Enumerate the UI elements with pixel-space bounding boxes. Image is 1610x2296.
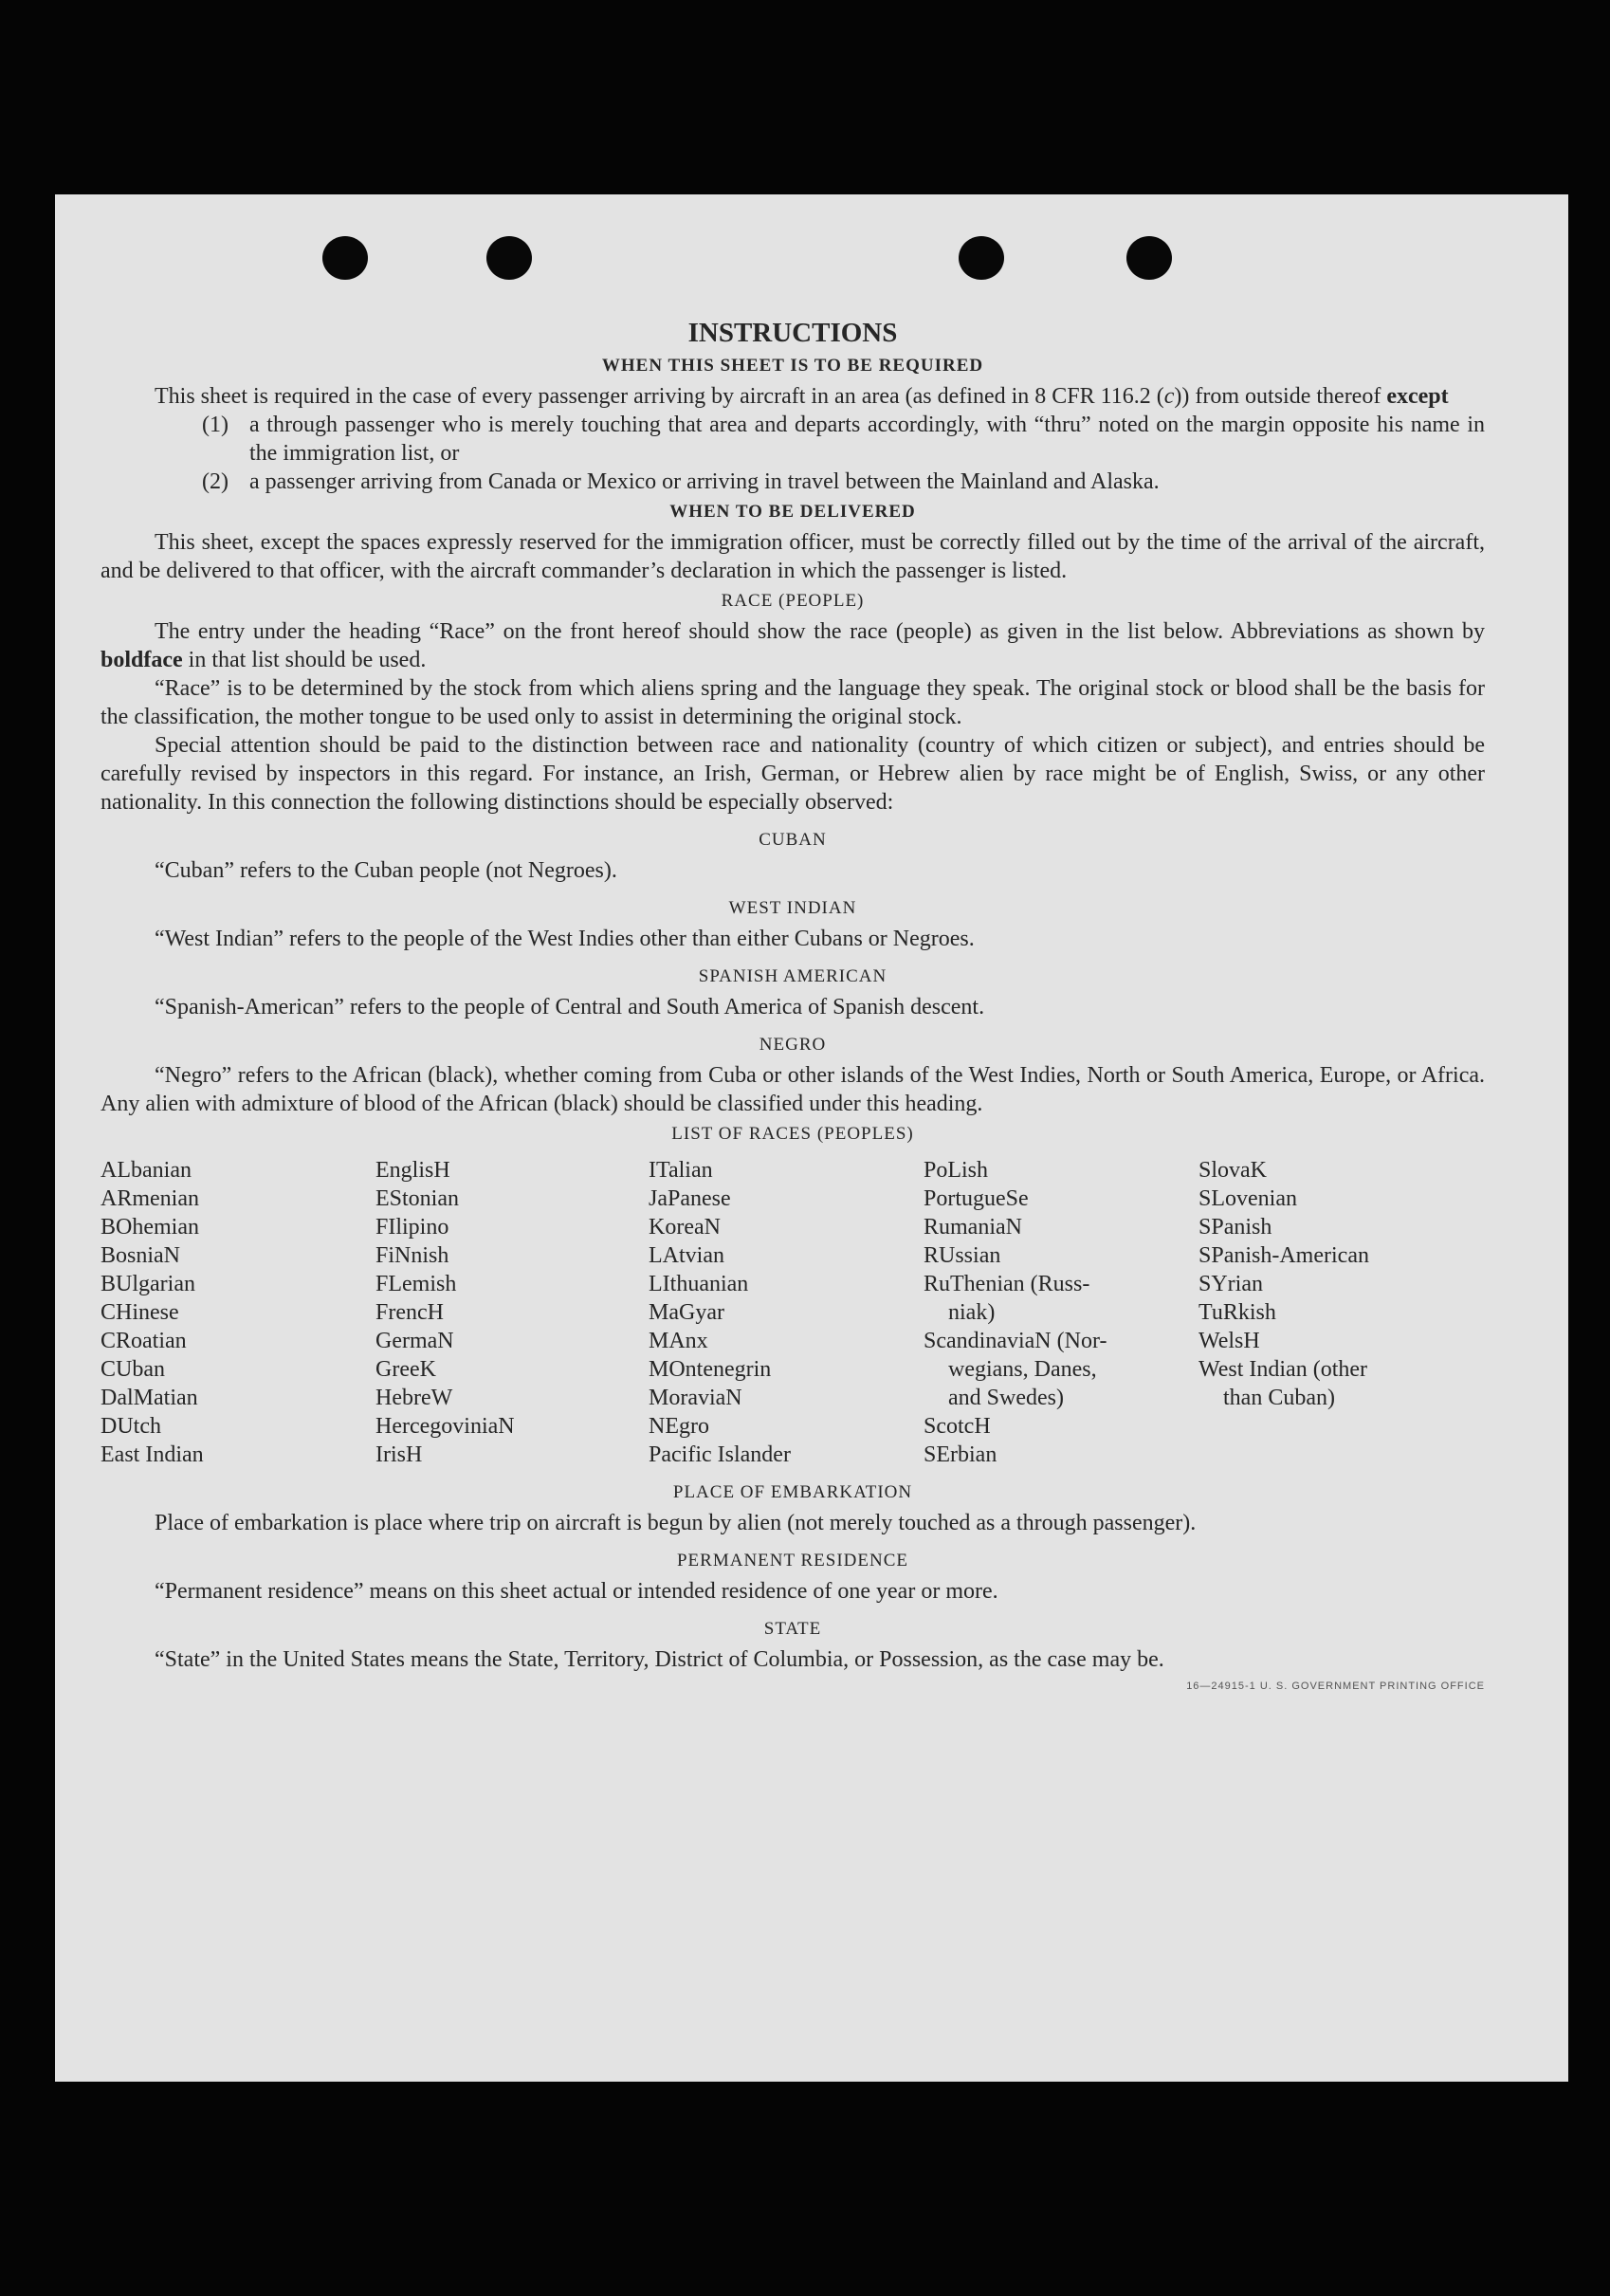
race-entry: West Indian (other <box>1198 1357 1368 1382</box>
state-text: “State” in the United States means the State, Territory, District of Columbia, or Possession, as the case may be. <box>155 1647 1164 1672</box>
section-heading-spanish-american: SPANISH AMERICAN <box>698 966 887 986</box>
race-entry: BUlgarian <box>101 1272 195 1296</box>
race-entry: ITalian <box>649 1158 713 1183</box>
race-entry: MaGyar <box>649 1300 724 1325</box>
race-entry: HercegoviniaN <box>375 1414 515 1439</box>
race-entry: MAnx <box>649 1329 708 1353</box>
race-entry: KoreaN <box>649 1215 721 1240</box>
section-heading-when-required: WHEN THIS SHEET IS TO BE REQUIRED <box>601 356 984 376</box>
race-entry: NEgro <box>649 1414 709 1439</box>
section-heading-when-delivered: WHEN TO BE DELIVERED <box>669 502 916 522</box>
race-entry: RuThenian (Russ- <box>924 1272 1090 1296</box>
race-entry: FrencH <box>375 1300 444 1325</box>
race-entry: HebreW <box>375 1386 453 1410</box>
race-paragraph: Special attention should be paid to the distinction between race and nationality (country of which citizen or subject), and entries should be carefully revised by inspectors in this regard. For instance, an Irish, German, or Hebrew alien by race might be of English, Swiss, or any other nationality. In this connection the following distinctions should be especially observed: <box>101 733 1485 815</box>
race-entry: SPanish <box>1198 1215 1272 1240</box>
race-entry: MOntenegrin <box>649 1357 772 1382</box>
race-entry: EStonian <box>375 1186 459 1211</box>
race-entry: MoraviaN <box>649 1386 742 1410</box>
negro-text: “Negro” refers to the African (black), whether coming from Cuba or other islands of the West Indies, North or South America, Europe, or Africa. Any alien with admixture of blood of the African (black) should be classified under this heading. <box>101 1063 1485 1116</box>
list-of-races-heading: LIST OF RACES (PEOPLES) <box>671 1124 914 1144</box>
section-heading-race: RACE (PEOPLE) <box>721 591 865 611</box>
page-title: INSTRUCTIONS <box>687 318 898 348</box>
instruction-sheet <box>55 194 1568 2082</box>
exception-item: (1) a through passenger who is merely touching that area and departs accordingly, with “thru” noted on the margin opposite his name in the immigration list, or <box>202 413 1485 466</box>
race-entry: BOhemian <box>101 1215 199 1240</box>
punch-hole <box>486 236 532 280</box>
section-heading-west-indian: WEST INDIAN <box>728 898 857 918</box>
race-entry: GreeK <box>375 1357 436 1382</box>
race-entry: CRoatian <box>101 1329 187 1353</box>
section-heading-state: STATE <box>763 1619 822 1639</box>
race-entry: FiNnish <box>375 1243 449 1268</box>
race-entry: FIlipino <box>375 1215 449 1240</box>
section-heading-residence: PERMANENT RESIDENCE <box>676 1551 909 1570</box>
races-list <box>101 1156 1485 1469</box>
punch-hole <box>1126 236 1172 280</box>
race-entry: BosniaN <box>101 1243 180 1268</box>
race-entry: East Indian <box>101 1442 204 1467</box>
race-entry: PortugueSe <box>924 1186 1029 1211</box>
section-heading-negro: NEGRO <box>759 1035 827 1055</box>
section-heading-cuban: CUBAN <box>759 830 827 850</box>
race-entry: PoLish <box>924 1158 989 1183</box>
when-required-intro: This sheet is required in the case of every passenger arriving by aircraft in an area (as defined in 8 CFR 116.2 (c)) from outside thereof except <box>155 384 1449 409</box>
race-entry: SPanish-American <box>1198 1243 1369 1268</box>
race-entry: FLemish <box>375 1272 457 1296</box>
race-entry-continued: wegians, Danes, <box>948 1357 1097 1382</box>
race-entry: TuRkish <box>1198 1300 1276 1325</box>
races-column <box>101 1156 375 1469</box>
exception-item: (2) a passenger arriving from Canada or Mexico or arriving in travel between the Mainland and Alaska. <box>202 469 1160 494</box>
race-entry: GermaN <box>375 1329 454 1353</box>
race-entry: DUtch <box>101 1414 161 1439</box>
race-entry: ALbanian <box>101 1158 192 1183</box>
race-entry: SErbian <box>924 1442 997 1467</box>
document-body <box>101 316 1485 1700</box>
race-paragraph: The entry under the heading “Race” on the front hereof should show the race (people) as given in the list below. Abbreviations as shown by boldface in that list should be used. <box>101 619 1485 672</box>
races-column <box>375 1156 649 1469</box>
race-entry: EnglisH <box>375 1158 450 1183</box>
race-entry: LIthuanian <box>649 1272 749 1296</box>
race-entry-continued: than Cuban) <box>1223 1386 1335 1410</box>
race-entry: CUban <box>101 1357 165 1382</box>
race-entry: LAtvian <box>649 1243 724 1268</box>
race-entry: SLovenian <box>1198 1186 1297 1211</box>
race-entry: ScotcH <box>924 1414 991 1439</box>
races-column <box>924 1156 1198 1469</box>
race-entry: RumaniaN <box>924 1215 1022 1240</box>
races-column <box>1198 1156 1483 1469</box>
race-paragraph: “Race” is to be determined by the stock from which aliens spring and the language they speak. The original stock or blood shall be the basis for the classification, the mother tongue to be used only to assist in determining the original stock. <box>101 676 1485 729</box>
race-entry: ARmenian <box>101 1186 199 1211</box>
cuban-text: “Cuban” refers to the Cuban people (not Negroes). <box>155 858 617 883</box>
punch-hole <box>322 236 368 280</box>
race-entry: RUssian <box>924 1243 1001 1268</box>
when-delivered-text: This sheet, except the spaces expressly reserved for the immigration officer, must be correctly filled out by the time of the arrival of the aircraft, and be delivered to that officer, with the aircraft commander’s declaration in which the passenger is listed. <box>101 530 1485 583</box>
race-entry: SYrian <box>1198 1272 1263 1296</box>
race-entry: CHinese <box>101 1300 179 1325</box>
race-entry: WelsH <box>1198 1329 1260 1353</box>
race-entry: IrisH <box>375 1442 423 1467</box>
west-indian-text: “West Indian” refers to the people of the West Indies other than either Cubans or Negroes. <box>155 927 975 951</box>
race-entry: Pacific Islander <box>649 1442 791 1467</box>
race-entry-continued: niak) <box>948 1300 996 1325</box>
embarkation-text: Place of embarkation is place where trip on aircraft is begun by alien (not merely touched as a through passenger). <box>155 1511 1197 1535</box>
races-column <box>649 1156 924 1469</box>
race-entry-continued: and Swedes) <box>948 1386 1064 1410</box>
punch-hole <box>959 236 1004 280</box>
race-entry: SlovaK <box>1198 1158 1267 1183</box>
spanish-american-text: “Spanish-American” refers to the people of Central and South America of Spanish descent. <box>155 995 985 1019</box>
residence-text: “Permanent residence” means on this sheet actual or intended residence of one year or more. <box>155 1579 998 1604</box>
race-entry: JaPanese <box>649 1186 731 1211</box>
race-entry: ScandinaviaN (Nor- <box>924 1329 1107 1353</box>
section-heading-embarkation: PLACE OF EMBARKATION <box>672 1482 913 1502</box>
race-entry: DalMatian <box>101 1386 198 1410</box>
printer-imprint: 16—24915-1 U. S. GOVERNMENT PRINTING OFFICE <box>1186 1681 1485 1692</box>
